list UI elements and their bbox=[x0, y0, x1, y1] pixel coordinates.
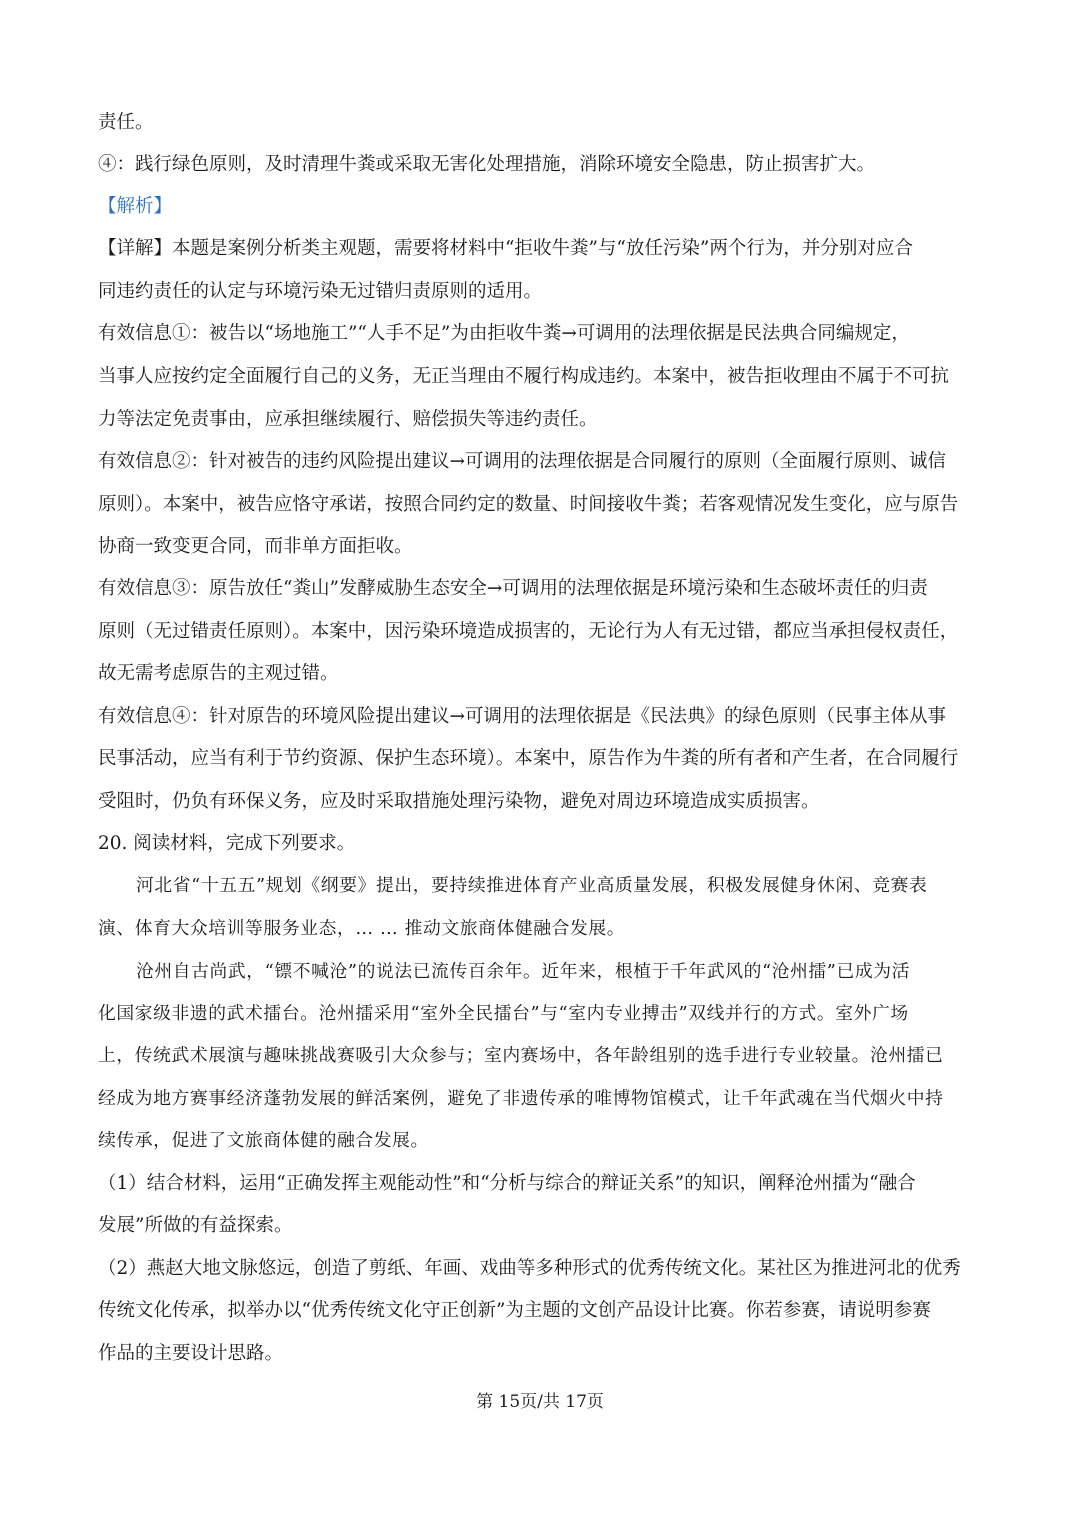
material-para2-line-4: 经成为地方赛事经济蓬勃发展的鲜活案例，避免了非遗传承的唯博物馆模式，让千年武魂在当代烟火中持 bbox=[98, 1088, 944, 1109]
info2-line-2: 原则）。本案中，被告应恪守承诺，按照合同约定的数量、时间接收牛粪；若客观情况发生变化，应与原告 bbox=[98, 494, 959, 515]
info2-line-1: 有效信息②：针对被告的违约风险提出建议→可调用的法理依据是合同履行的原则（全面履行原则、诚信 bbox=[98, 451, 947, 472]
info2-line-3: 协商一致变更合同，而非单方面拒收。 bbox=[98, 536, 413, 557]
info1-line-3: 力等法定免责事由，应承担继续履行、赔偿损失等违约责任。 bbox=[98, 409, 598, 430]
info1-line-2: 当事人应按约定全面履行自己的义务，无正当理由不履行构成违约。本案中，被告拒收理由不属于不可抗 bbox=[98, 366, 950, 387]
info1-line-1: 有效信息①：被告以“场地施工”“人手不足”为由拒收牛粪→可调用的法理依据是民法典合同编规定， bbox=[98, 323, 910, 344]
material-para2-line-2: 化国家级非遗的武术擂台。沧州擂采用“室外全民擂台”与“室内专业搏击”双线并行的方式。室外广场 bbox=[98, 1003, 909, 1024]
answer-line-responsibility: 责任。 bbox=[98, 112, 154, 133]
answer-point-4: ④：践行绿色原则，及时清理牛粪或采取无害化处理措施，消除环境安全隐患，防止损害扩大。 bbox=[98, 154, 876, 175]
info4-line-1: 有效信息④：针对原告的环境风险提出建议→可调用的法理依据是《民法典》的绿色原则（民事主体从事 bbox=[98, 706, 947, 727]
subquestion-2-line-3: 作品的主要设计思路。 bbox=[98, 1343, 284, 1364]
material-para2-line-5: 续传承，促进了文旅商体健的融合发展。 bbox=[98, 1130, 429, 1151]
material-para2-line-1: 沧州自古尚武，“镖不喊沧”的说法已流传百余年。近年来，根植于千年武风的“沧州擂”已成为活 bbox=[136, 961, 911, 982]
subquestion-2-line-2: 传统文化传承，拟举办以“优秀传统文化守正创新”为主题的文创产品设计比赛。你若参赛，请说明参赛 bbox=[98, 1300, 931, 1321]
material-para1-line-2: 演、体育大众培训等服务业态，… … 推动文旅商体健融合发展。 bbox=[98, 918, 626, 939]
detail-paragraph-line-2: 同违约责任的认定与环境污染无过错归责原则的适用。 bbox=[98, 281, 543, 302]
subquestion-2-line-1: （2）燕赵大地文脉悠远，创造了剪纸、年画、戏曲等多种形式的优秀传统文化。某社区为推进河北的优秀 bbox=[98, 1258, 961, 1279]
subquestion-1-line-2: 发展”所做的有益探索。 bbox=[98, 1215, 293, 1236]
info3-line-1: 有效信息③：原告放任“粪山”发酵威胁生态安全→可调用的法理依据是环境污染和生态破坏责任的归责 bbox=[98, 578, 928, 599]
question-20-title: 20. 阅读材料，完成下列要求。 bbox=[98, 833, 356, 854]
analysis-heading: 【解析】 bbox=[98, 196, 173, 217]
info4-line-2: 民事活动，应当有利于节约资源、保护生态环境）。本案中，原告作为牛粪的所有者和产生者，在合同履行 bbox=[98, 748, 959, 769]
material-para2-line-3: 上，传统武术展演与趣味挑战赛吸引大众参与；室内赛场中，各年龄组别的选手进行专业较量。沧州擂已 bbox=[98, 1045, 944, 1066]
info4-line-3: 受阻时，仍负有环保义务，应及时采取措施处理污染物，避免对周边环境造成实质损害。 bbox=[98, 791, 820, 812]
detail-paragraph-line-1: 【详解】本题是案例分析类主观题，需要将材料中“拒收牛粪”与“放任污染”两个行为，并分别对应合 bbox=[98, 238, 913, 259]
subquestion-1-line-1: （1）结合材料，运用“正确发挥主观能动性”和“分析与综合的辩证关系”的知识，阐释沧州擂为“融合 bbox=[98, 1173, 916, 1194]
material-para1-line-1: 河北省“十五五”规划《纲要》提出，要持续推进体育产业高质量发展，积极发展健身休闲、竞赛表 bbox=[136, 875, 928, 896]
info3-line-2: 原则（无过错责任原则）。本案中，因污染环境造成损害的，无论行为人有无过错，都应当承担侵权责任， bbox=[98, 621, 959, 642]
info3-line-3: 故无需考虑原告的主观过错。 bbox=[98, 663, 339, 684]
page-number-footer: 第 15页/共 17页 bbox=[476, 1392, 604, 1412]
